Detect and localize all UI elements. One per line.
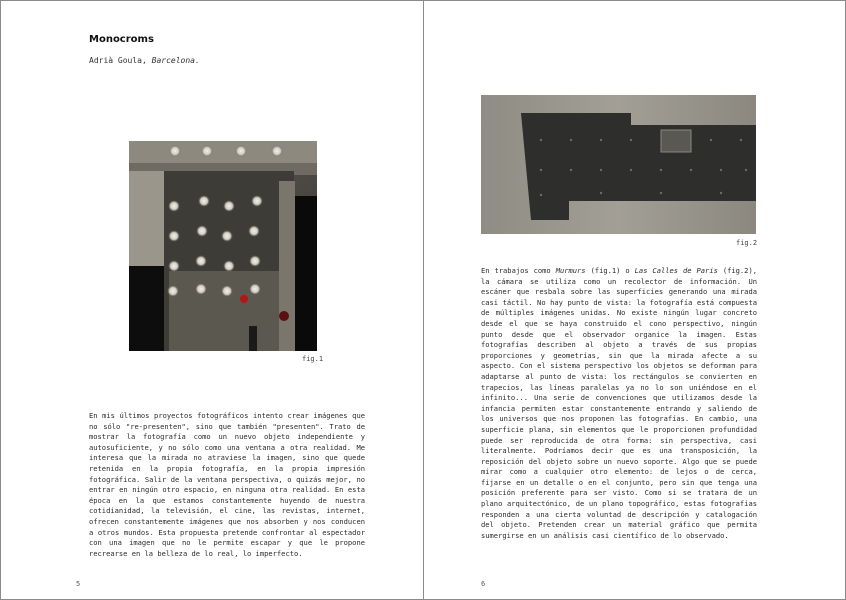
right-body-text [481,266,757,541]
figure-2-photo [481,95,756,234]
work-title-murmurs: Murmurs [555,266,586,275]
page-number-right: 6 [481,580,486,588]
figure-2-graphic [481,95,756,234]
author-name: Adrià Goula, [89,56,147,65]
author-place: Barcelona. [151,56,200,65]
work-title-las-calles: Las Calles de Paris [634,266,718,275]
left-body-text: En mis últimos proyectos fotográficos intento crear imágenes que no sólo "re-presenten", sino que también "presenten". Trato de mostrar la fotografía como un nuevo objeto independiente y autosuficiente, y no sólo como una ventana a otra realidad. Me interesa que la mirada no atraviese la imagen, sino que quede retenida en la propia fotografía, en la propia impresión fotográfica. Salir de la ventana perspectiva, o quizás mejor, no entrar en ningún otro espacio, en ninguna otra realidad. En esta época en la que estamos constantemente huyendo de nuestra cotidianidad, la televisión, el cine, las revistas, internet, ofrecen constantemente imágenes que nos absorben y nos conducen a otros mundos. Esta propuesta pretende confrontar al espectador con una imagen que no le permite escapar y que le propone recrearse en la belleza de lo real, lo imperfecto. [89,411,365,558]
author-line [89,56,200,65]
right-page [423,0,846,600]
article-title: Monocroms [89,34,154,45]
right-body-mid: (fig.1) o [590,266,630,275]
figure-1-photo [129,141,317,351]
figure-1-graphic [129,141,317,351]
figure-2-caption: fig.2 [736,239,758,247]
figure-1-caption: fig.1 [302,355,324,363]
right-body-rest: (fig.2), la cámara se utiliza como un recolector de información. Un escáner que resbala sobre las superficies generando una mirada casi táctil. No hay punto de vista: la fotografía está compuesta de múltiples imágenes unidas. No existe ningún lugar concreto desde el que se haya construido el cono perspectivo, ningún punto desde que el observador organice la imagen. Estas fotografías describen al objeto a través de sus propias proporciones y geometrías, sin que la mirada afecte a su aspecto. Con el sistema perspectivo los objetos se deforman para adaptarse al punto de vista: los rectángulos se convierten en trapecios, las líneas paralelas ya no lo son uniéndose en el infinito... Una serie de convenciones que utilizamos desde la infancia permiten estar constantemente entrando y saliendo de los universos que nos proponen las fotografías. En cambio, una superficie plana, sin elementos que le proporcionen profundidad puede ser reproducida de otra forma: sin perspectiva, casi literalmente. Podríamos decir que es una transposición, la reposición del objeto sobre un nuevo soporte. Algo que se puede mirar como a cualquier otro elemento: de lejos o de cerca, fijarse en un detalle o en el conjunto, pero sin que tenga una posición preferente para ser visto. Como si se tratara de un plano arquitectónico, de un plano topográfico, estas fotografías responden a una cierta voluntad de descripción y catalogación del objeto. Pretenden crear un material gráfico que permita sumergirse en un análisis casi científico de lo observado. [481,266,757,540]
right-body-intro: En trabajos como [481,266,551,275]
page-number-left: 5 [76,580,81,588]
